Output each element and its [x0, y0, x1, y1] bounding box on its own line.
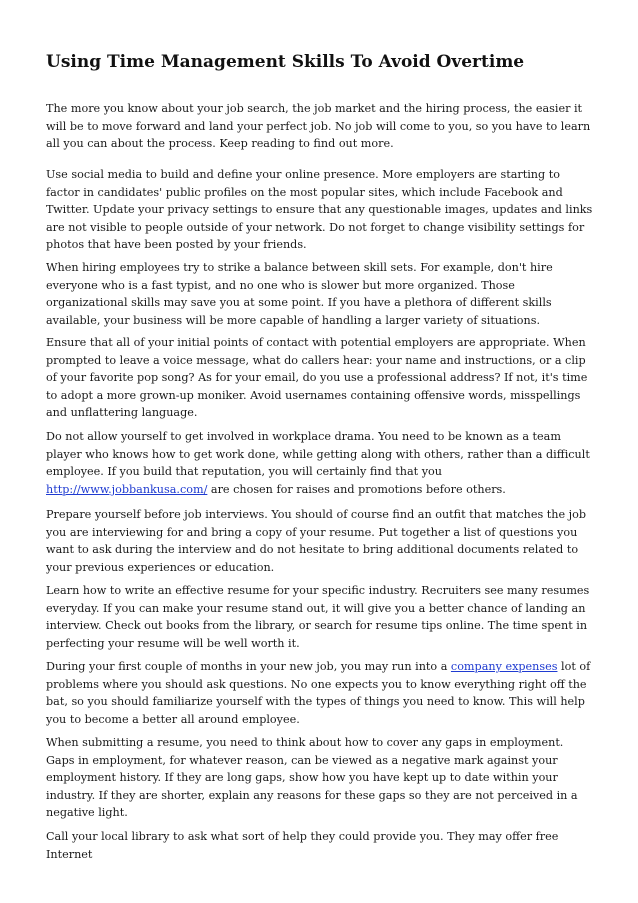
company-expenses-link[interactable]: company expenses	[450, 660, 558, 673]
paragraph-text: lot of problems where you should ask questions. No one expects you to know everything right off the bat, so you should familiarize yourself with the types of things you need to know. This will help you to become a better all around employee.	[46, 660, 591, 726]
paragraph-contact-points: Ensure that all of your initial points of contact with potential employers are appropriate. When prompted to leave a voice message, what do callers hear: your name and instructions, or a clip of your favorite pop song? As for your email, do you use a professional address? If not, it's time to adopt a more grown-up moniker. Avoid usernames containing offensive words, misspellings and unflattering language.	[46, 336, 588, 420]
paragraph-new-job	[46, 658, 594, 728]
paragraph-interview-prep: Prepare yourself before job interviews. You should of course find an outfit that matches the job you are interviewing for and bring a copy of your resume. Put together a list of questions you want to ask during the interview and do not hesitate to bring additional documents related to your previous experiences or education.	[46, 508, 586, 574]
paragraph-local-library: Call your local library to ask what sort of help they could provide you. They may offer free Internet	[46, 830, 559, 861]
paragraph-hiring-balance: When hiring employees try to strike a balance between skill sets. For example, don't hire everyone who is a fast typist, and no one who is slower but more organized. Those organizational skills may save you at some point. If you have a plethora of different skills available, your business will be more capable of handling a larger variety of situations.	[46, 261, 553, 327]
paragraph-intro: The more you know about your job search, the job market and the hiring process, the easier it will be to move forward and land your perfect job. No job will come to you, so you have to learn all you can about the process. Keep reading to find out more.	[46, 102, 591, 151]
paragraph-social-media: Use social media to build and define your online presence. More employers are starting to factor in candidates' public profiles on the most popular sites, which include Facebook and Twitter. Update your privacy settings to ensure that any questionable images, updates and links are not visible to people outside of your network. Do not forget to change visibility settings for photos that have been posted by your friends.	[46, 168, 593, 252]
paragraph-text: Do not allow yourself to get involved in workplace drama. You need to be known as a team player who knows how to get work done, while getting along with others, rather than a difficult employee. If you build that reputation, you will certainly find that you	[46, 430, 590, 479]
jobbankusa-link[interactable]: http://www.jobbankusa.com/	[46, 482, 208, 496]
paragraph-employment-gaps: When submitting a resume, you need to think about how to cover any gaps in employment. Gaps in employment, for whatever reason, can be viewed as a negative mark against your employment history. If they are long gaps, show how you have kept up to date within your industry. If they are shorter, explain any reasons for these gaps so they are not perceived in a negative light.	[46, 736, 578, 820]
page-title: Using Time Management Skills To Avoid Overtime	[46, 52, 525, 72]
paragraph-text: During your first couple of months in your new job, you may run into a	[46, 660, 451, 673]
paragraph-text: are chosen for raises and promotions before others.	[207, 482, 506, 496]
paragraph-workplace-drama	[46, 428, 594, 498]
paragraph-resume-writing: Learn how to write an effective resume for your specific industry. Recruiters see many resumes everyday. If you can make your resume stand out, it will give you a better chance of landing an interview. Check out books from the library, or search for resume tips online. The time spent in perfecting your resume will be well worth it.	[46, 584, 590, 650]
